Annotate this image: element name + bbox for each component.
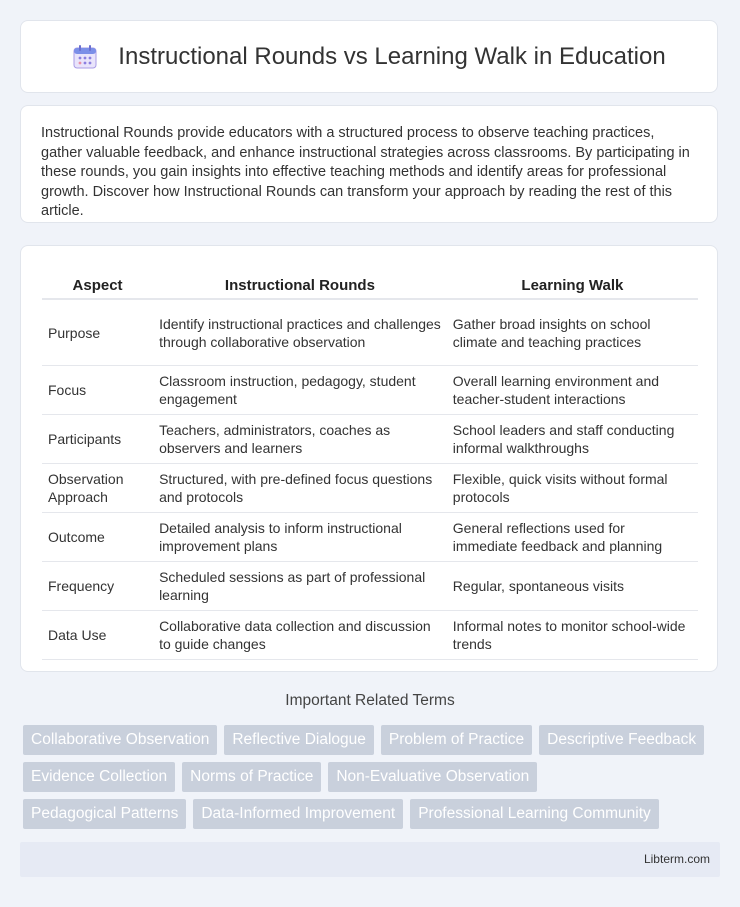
related-term-tag[interactable]: Descriptive Feedback (539, 725, 704, 755)
table-cell: Detailed analysis to inform instructional improvement plans (153, 513, 447, 562)
calendar-icon (72, 44, 98, 70)
related-terms-title: Important Related Terms (285, 692, 455, 709)
comparison-card (20, 245, 718, 672)
header-card (20, 20, 718, 93)
table-row (42, 611, 698, 660)
related-term-tag[interactable]: Professional Learning Community (410, 799, 659, 829)
related-term-tag[interactable]: Non-Evaluative Observation (328, 762, 537, 792)
related-term-tag[interactable]: Data-Informed Improvement (193, 799, 403, 829)
row-aspect: Observation Approach (42, 464, 153, 513)
related-terms-list (23, 725, 723, 836)
row-aspect: Frequency (42, 562, 153, 611)
row-aspect: Purpose (42, 300, 153, 366)
row-aspect: Participants (42, 415, 153, 464)
column-header: Aspect (42, 264, 153, 300)
table-cell: General reflections used for immediate feedback and planning (447, 513, 698, 562)
tag-row (23, 725, 723, 755)
comparison-table (42, 264, 698, 660)
table-row (42, 300, 698, 366)
table-cell: Informal notes to monitor school-wide trends (447, 611, 698, 660)
table-cell: School leaders and staff conducting informal walkthroughs (447, 415, 698, 464)
related-term-tag[interactable]: Collaborative Observation (23, 725, 217, 755)
table-cell: Structured, with pre-defined focus questions and protocols (153, 464, 447, 513)
table-row (42, 464, 698, 513)
footer-site[interactable]: Libterm.com (643, 852, 710, 866)
table-header-row (42, 264, 698, 300)
table-cell: Classroom instruction, pedagogy, student engagement (153, 366, 447, 415)
related-term-tag[interactable]: Problem of Practice (381, 725, 532, 755)
table-cell: Collaborative data collection and discussion to guide changes (153, 611, 447, 660)
table-cell: Regular, spontaneous visits (447, 562, 698, 611)
tag-row (23, 762, 723, 792)
page-title: Instructional Rounds vs Learning Walk in Education (118, 42, 666, 70)
footer (20, 842, 720, 877)
row-aspect: Focus (42, 366, 153, 415)
table-cell: Gather broad insights on school climate and teaching practices (447, 300, 698, 366)
table-cell: Scheduled sessions as part of professional learning (153, 562, 447, 611)
table-row (42, 562, 698, 611)
table-cell: Flexible, quick visits without formal protocols (447, 464, 698, 513)
row-aspect: Data Use (42, 611, 153, 660)
column-header: Instructional Rounds (153, 264, 447, 300)
table-row (42, 415, 698, 464)
table-cell: Identify instructional practices and challenges through collaborative observation (153, 300, 447, 366)
row-aspect: Outcome (42, 513, 153, 562)
related-term-tag[interactable]: Pedagogical Patterns (23, 799, 186, 829)
column-header: Learning Walk (447, 264, 698, 300)
intro-text: Instructional Rounds provide educators with a structured process to observe teaching practices, gather valuable feedback, and enhance instructional strategies across classrooms. By participating in these rounds, you gain insights into effective teaching methods and identify areas for professional growth. Discover how Instructional Rounds can transform your approach by reading the rest of this article. (41, 125, 690, 219)
intro-card (20, 105, 718, 223)
related-term-tag[interactable]: Norms of Practice (182, 762, 321, 792)
table-row (42, 513, 698, 562)
table-cell: Teachers, administrators, coaches as observers and learners (153, 415, 447, 464)
table-cell: Overall learning environment and teacher-student interactions (447, 366, 698, 415)
related-term-tag[interactable]: Evidence Collection (23, 762, 175, 792)
related-term-tag[interactable]: Reflective Dialogue (224, 725, 374, 755)
table-row (42, 366, 698, 415)
tag-row (23, 799, 723, 829)
